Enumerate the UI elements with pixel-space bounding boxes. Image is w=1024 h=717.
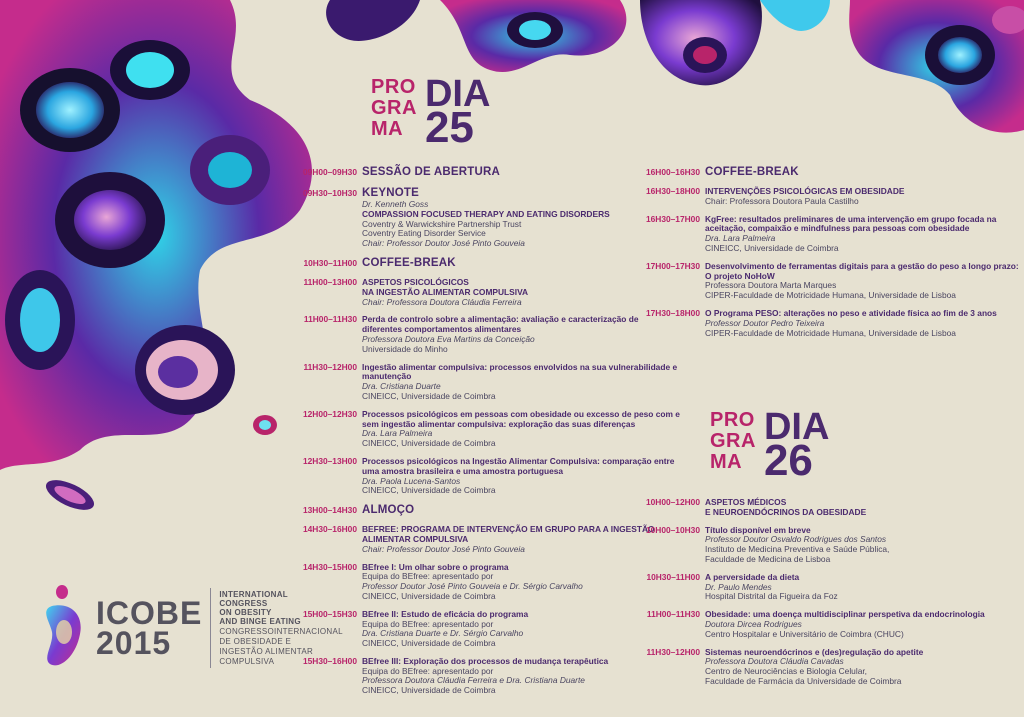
dia-label — [763, 406, 830, 485]
programa-line: GRA — [371, 97, 417, 119]
schedule-detail: Equipa do BEfree: apresentado por — [362, 571, 494, 582]
logo-en-line: AND BINGE EATING — [219, 617, 301, 626]
schedule-title: Perda de controlo sobre a alimentação: avaliação e caracterização de diferentes comportamentos alimentares — [362, 314, 639, 335]
logo-wordmark — [96, 595, 203, 661]
schedule-title: ALMOÇO — [362, 504, 415, 517]
schedule-time: 10H00–12H00 — [645, 497, 700, 507]
schedule-time: 13H00–14H30 — [302, 505, 357, 516]
schedule-title: A perversidade da dieta — [705, 571, 800, 582]
schedule-time: 11H30–12H00 — [646, 646, 700, 657]
schedule-title: Desenvolvimento de ferramentas digitais para a gestão do peso a longo prazo: O projeto NoHoW — [705, 260, 1019, 281]
schedule-detail: Dra. Paola Lucena-Santos — [362, 475, 461, 486]
schedule-time: 16H30–17H00 — [645, 213, 700, 224]
dia-word: DIA — [763, 406, 830, 448]
schedule-detail: Coventry & Warwickshire Partnership Trust — [362, 218, 522, 229]
schedule-time: 10H00–10H30 — [645, 524, 700, 535]
schedule-title: O Programa PESO: alterações no peso e atividade física ao fim de 3 anos — [705, 307, 997, 318]
logo-en-line: INTERNATIONAL — [219, 590, 288, 599]
schedule-detail: CINEICC, Universidade de Coimbra — [362, 638, 496, 649]
schedule-time: 09H00–09H30 — [302, 167, 357, 177]
schedule-title: BEFREE: PROGRAMA DE INTERVENÇÃO EM GRUPO PARA A INGESTÃO ALIMENTAR COMPULSIVA — [362, 524, 655, 544]
schedule-detail: Faculdade de Medicina de Lisboa — [705, 553, 831, 564]
schedule-detail: Professora Doutora Cláudia Ferreira e Dra. Cristiana Duarte — [362, 675, 585, 686]
schedule-title: KEYNOTE — [362, 187, 419, 199]
schedule-body — [705, 573, 1023, 602]
schedule-detail: Dra. Cristiana Duarte e Dr. Sérgio Carvalho — [362, 628, 524, 639]
schedule-time: 16H30–18H00 — [645, 186, 700, 196]
schedule-body — [362, 166, 680, 179]
schedule-detail: Equipa do BEfree: apresentado por — [362, 618, 494, 629]
schedule-detail: Chair: Professor Doutor José Pinto Gouveia — [362, 238, 525, 249]
schedule-body — [705, 166, 1023, 179]
day26-title-block — [710, 406, 830, 485]
programa-line: MA — [371, 118, 404, 140]
programa-line: PRO — [371, 76, 416, 98]
schedule-title: INTERVENÇÕES PSICOLÓGICAS EM OBESIDADE — [705, 186, 905, 196]
schedule-detail: Dra. Lara Palmeira — [362, 428, 433, 439]
schedule-item — [643, 648, 1023, 687]
logo-line: 2015 — [96, 625, 172, 661]
schedule-body — [362, 410, 680, 449]
logo-line: ICOBE — [96, 595, 203, 631]
schedule-time: 11H00–11H30 — [646, 609, 700, 620]
logo-emblem-icon — [40, 584, 90, 674]
programa-label — [371, 77, 417, 140]
schedule-detail: Hospital Distrital da Figueira da Foz — [705, 591, 838, 602]
icobe-logo — [40, 588, 343, 668]
schedule-item — [300, 410, 680, 449]
schedule-title: COFFEE-BREAK — [362, 256, 456, 269]
logo-subtitle — [219, 590, 343, 666]
schedule-detail: Dr. Paulo Mendes — [705, 581, 772, 592]
schedule-item — [643, 526, 1023, 565]
day25-schedule-left — [300, 166, 680, 704]
schedule-title: Obesidade: uma doença multidisciplinar perspetiva da endocrinologia — [705, 609, 985, 620]
schedule-title: ASPETOS PSICOLÓGICOS NA INGESTÃO ALIMENTAR COMPULSIVA — [362, 276, 529, 297]
schedule-item — [300, 525, 680, 554]
schedule-body — [362, 657, 680, 696]
schedule-detail: Universidade do Minho — [362, 343, 448, 354]
logo-pt-line: INGESTÃO ALIMENTAR — [219, 647, 314, 656]
schedule-detail: Centro Hospitalar e Universitário de Coimbra (CHUC) — [705, 628, 904, 639]
schedule-time: 14H30–15H00 — [302, 561, 357, 572]
schedule-body — [705, 498, 1023, 518]
schedule-time: 12H30–13H00 — [302, 455, 357, 466]
dia-label — [424, 73, 491, 152]
schedule-title: Processos psicológicos em pessoas com obesidade ou excesso de peso com e sem ingestão alimentar compulsiva: exploração das suas diferenças — [362, 408, 680, 429]
logo-en-line: ON OBESITY — [219, 608, 272, 617]
schedule-detail: Doutora Dircea Rodrigues — [705, 618, 802, 629]
schedule-item — [643, 610, 1023, 639]
schedule-detail: Professora Doutora Cláudia Cavadas — [705, 656, 844, 667]
schedule-time: 17H00–17H30 — [645, 260, 700, 271]
schedule-item — [643, 309, 1023, 338]
schedule-item — [643, 262, 1023, 301]
schedule-item — [300, 610, 680, 649]
schedule-body — [362, 525, 680, 554]
schedule-detail: CINEICC, Universidade de Coimbra — [362, 590, 496, 601]
schedule-time: 12H00–12H30 — [302, 408, 357, 419]
schedule-body — [362, 457, 680, 496]
schedule-item — [300, 504, 680, 517]
schedule-title: BEfree I: Um olhar sobre o programa — [362, 561, 509, 572]
logo-pt-line: COMPULSIVA — [219, 657, 275, 666]
programa-line: GRA — [710, 430, 756, 452]
schedule-title: SESSÃO DE ABERTURA — [362, 166, 500, 178]
logo-pt-line: DE OBESIDADE E — [219, 637, 292, 646]
day26-schedule — [643, 498, 1023, 695]
schedule-body — [705, 309, 1023, 338]
schedule-detail: Centro de Neurociências e Biologia Celular, — [705, 666, 868, 677]
schedule-title: Ingestão alimentar compulsiva: processos envolvidos na sua vulnerabilidade e manutenção — [362, 361, 678, 382]
schedule-time: 17H30–18H00 — [645, 307, 700, 318]
schedule-time: 11H00–11H30 — [303, 314, 357, 325]
schedule-detail: Equipa do BEfree: apresentado por — [362, 665, 494, 676]
schedule-detail: Professora Doutora Marta Marques — [705, 280, 837, 291]
schedule-body — [362, 187, 680, 249]
logo-en-line: CONGRESS — [219, 599, 268, 608]
schedule-item — [300, 457, 680, 496]
schedule-detail: Professor Doutor Pedro Teixeira — [705, 317, 825, 328]
schedule-body — [705, 526, 1023, 565]
schedule-detail: Chair: Professor Doutor José Pinto Gouveia — [362, 543, 525, 554]
programa-line: MA — [710, 451, 743, 473]
schedule-detail: CINEICC, Universidade de Coimbra — [705, 242, 839, 253]
schedule-body — [705, 187, 1023, 207]
programa-label — [710, 410, 756, 473]
schedule-title: COFFEE-BREAK — [705, 166, 799, 178]
schedule-title: Título disponível em breve — [705, 524, 811, 535]
schedule-time: 10H30–11H00 — [646, 571, 700, 582]
schedule-item — [300, 657, 680, 696]
schedule-body — [705, 215, 1023, 254]
schedule-detail: CINEICC, Universidade de Coimbra — [362, 390, 496, 401]
schedule-detail: Dra. Cristiana Duarte — [362, 381, 441, 392]
schedule-time: 10H30–11H00 — [303, 257, 357, 268]
schedule-detail: Dr. Kenneth Goss — [362, 199, 429, 209]
day25-title-block — [371, 73, 491, 152]
schedule-time: 16H00–16H30 — [645, 167, 700, 177]
logo-divider — [210, 588, 211, 668]
schedule-title: Sistemas neuroendócrinos e (des)regulação do apetite — [705, 646, 924, 657]
schedule-detail: CIPER-Faculdade de Motricidade Humana, Universidade de Lisboa — [705, 290, 956, 301]
schedule-item — [300, 278, 680, 307]
schedule-item — [643, 573, 1023, 602]
schedule-detail: CINEICC, Universidade de Coimbra — [362, 438, 496, 449]
schedule-detail: Instituto de Medicina Preventiva e Saúde Pública, — [705, 544, 890, 555]
schedule-title: Processos psicológicos na Ingestão Alimentar Compulsiva: comparação entre uma amostra brasileira e uma amostra portuguesa — [362, 455, 675, 476]
schedule-title: BEfree III: Exploração dos processos de mudança terapêutica — [362, 655, 609, 666]
schedule-detail: Chair: Professora Doutora Cláudia Ferreira — [362, 296, 522, 307]
schedule-detail: CINEICC, Universidade de Coimbra — [362, 485, 496, 496]
schedule-body — [362, 278, 680, 307]
schedule-body — [362, 257, 680, 270]
schedule-body — [362, 610, 680, 649]
schedule-body — [705, 610, 1023, 639]
schedule-body — [362, 504, 680, 517]
schedule-title: BEfree II: Estudo de eficácia do programa — [362, 608, 529, 619]
schedule-item — [643, 187, 1023, 207]
schedule-time: 11H00–13H00 — [303, 276, 357, 287]
schedule-item — [643, 498, 1023, 518]
schedule-body — [362, 363, 680, 402]
schedule-item — [300, 363, 680, 402]
schedule-detail: COMPASSION FOCUSED THERAPY AND EATING DISORDERS — [362, 208, 610, 219]
schedule-body — [362, 563, 680, 602]
schedule-detail: Dra. Lara Palmeira — [705, 233, 776, 244]
day25-schedule-right — [643, 166, 1023, 346]
schedule-item — [300, 187, 680, 249]
schedule-detail: Professor Doutor José Pinto Gouveia e Dr. Sérgio Carvalho — [362, 581, 583, 592]
schedule-time: 15H30–16H00 — [302, 655, 357, 666]
schedule-item — [643, 166, 1023, 179]
schedule-time: 15H00–15H30 — [302, 608, 357, 619]
schedule-item — [300, 563, 680, 602]
schedule-item — [300, 166, 680, 179]
schedule-detail: CINEICC, Universidade de Coimbra — [362, 685, 496, 696]
schedule-time: 09H30–10H30 — [302, 188, 357, 198]
dia-word: DIA — [424, 73, 491, 115]
schedule-detail: Professora Doutora Eva Martins da Conceição — [362, 333, 535, 344]
schedule-item — [300, 315, 680, 354]
day-number: 26 — [763, 436, 813, 485]
schedule-detail: Chair: Professora Doutora Paula Castilho — [705, 195, 859, 206]
schedule-time: 11H30–12H00 — [303, 361, 357, 372]
day-number: 25 — [424, 103, 474, 152]
schedule-body — [705, 648, 1023, 687]
schedule-detail: Professor Doutor Osvaldo Rodrigues dos Santos — [705, 534, 887, 545]
schedule-time: 14H30–16H00 — [302, 524, 357, 535]
schedule-body — [705, 262, 1023, 301]
schedule-title: ASPETOS MÉDICOS E NEUROENDÓCRINOS DA OBESIDADE — [705, 497, 867, 517]
schedule-detail: Coventry Eating Disorder Service — [362, 228, 486, 239]
logo-pt-line: CONGRESSOINTERNACIONAL — [219, 627, 343, 636]
schedule-item — [300, 257, 680, 270]
schedule-detail: Faculdade de Farmácia da Universidade de Coimbra — [705, 675, 902, 686]
schedule-title: KgFree: resultados preliminares de uma intervenção em grupo focada na aceitação, compaixão e mindfulness para pessoas com obesidade — [705, 213, 997, 234]
programa-line: PRO — [710, 409, 755, 431]
schedule-body — [362, 315, 680, 354]
schedule-item — [643, 215, 1023, 254]
schedule-detail: CIPER-Faculdade de Motricidade Humana, Universidade de Lisboa — [705, 327, 956, 338]
